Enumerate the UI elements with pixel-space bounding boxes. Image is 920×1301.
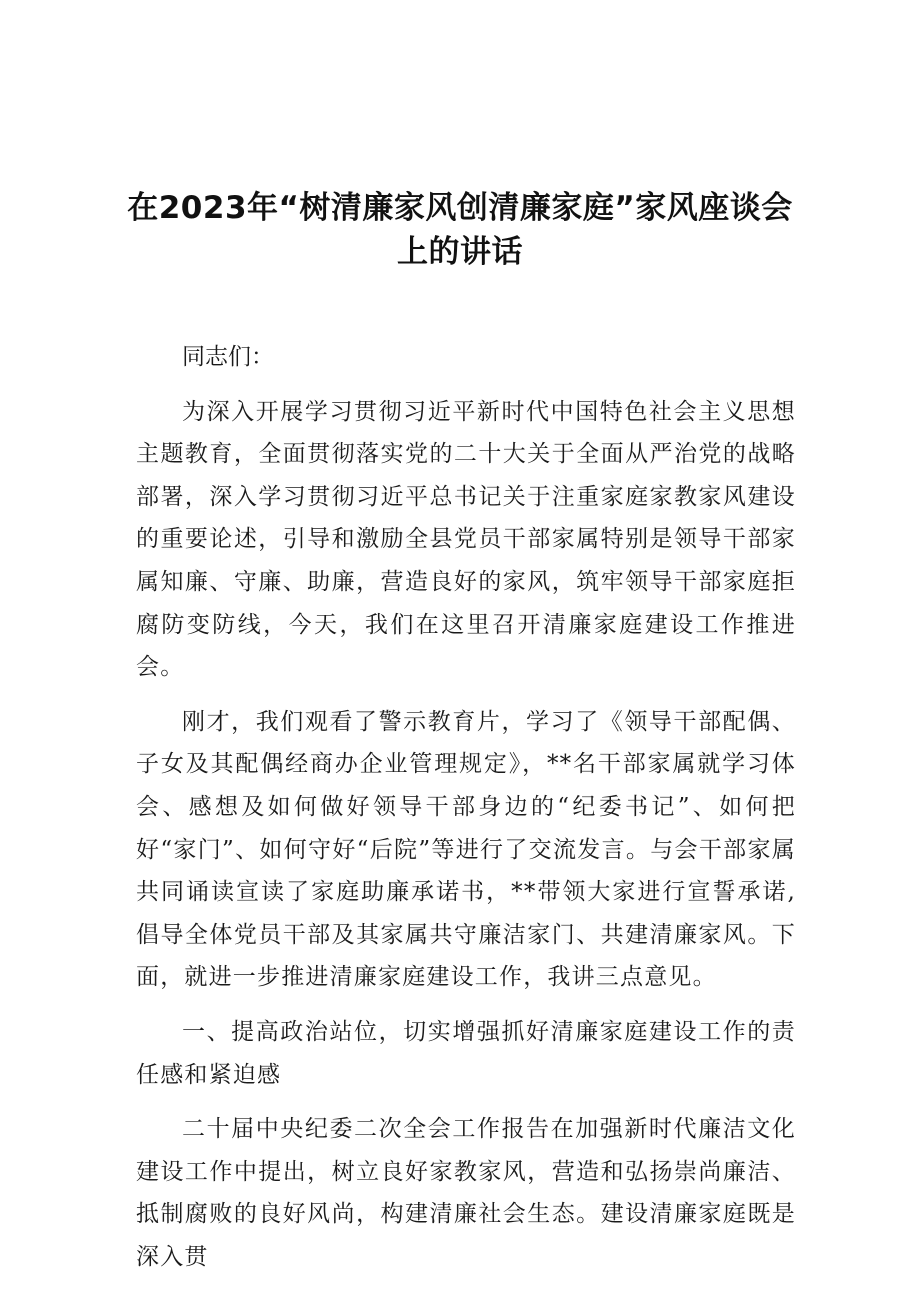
document-body	[136, 336, 796, 1278]
section-heading-one: 一、提高政治站位，切实增强抓好清廉家庭建设工作的责任感和紧迫感	[136, 1018, 796, 1088]
document-title: 在2023年“树清廉家风创清廉家庭”家风座谈会上的讲话	[127, 190, 793, 270]
paragraph-review: 刚才，我们观看了警示教育片，学习了《领导干部配偶、子女及其配偶经商办企业管理规定》，**名干部家属就学习体会、感想及如何做好领导干部身边的“纪委书记”、如何把好“家门”、如何守好“后院”等进行了交流发言。与会干部家属共同诵读宣读了家庭助廉承诺书，**带领大家进行宣誓承诺,倡导全体党员干部及其家属共守廉洁家门、共建清廉家风。下面，就进一步推进清廉家庭建设工作，我讲三点意见。	[136, 708, 796, 991]
salutation: 同志们：	[182, 344, 274, 370]
paragraph-intro: 为深入开展学习贯彻习近平新时代中国特色社会主义思想主题教育，全面贯彻落实党的二十大关于全面从严治党的战略部署，深入学习贯彻习近平总书记关于注重家庭家教家风建设的重要论述，引导和激励全县党员干部家属特别是领导干部家属知廉、守廉、助廉，营造良好的家风，筑牢领导干部家庭拒腐防变防线，今天，我们在这里召开清廉家庭建设工作推进会。	[136, 398, 796, 681]
paragraph-section-one: 二十届中央纪委二次全会工作报告在加强新时代廉洁文化建设工作中提出，树立良好家教家风，营造和弘扬崇尚廉洁、抵制腐败的良好风尚，构建清廉社会生态。建设清廉家庭既是深入贯	[136, 1116, 796, 1270]
